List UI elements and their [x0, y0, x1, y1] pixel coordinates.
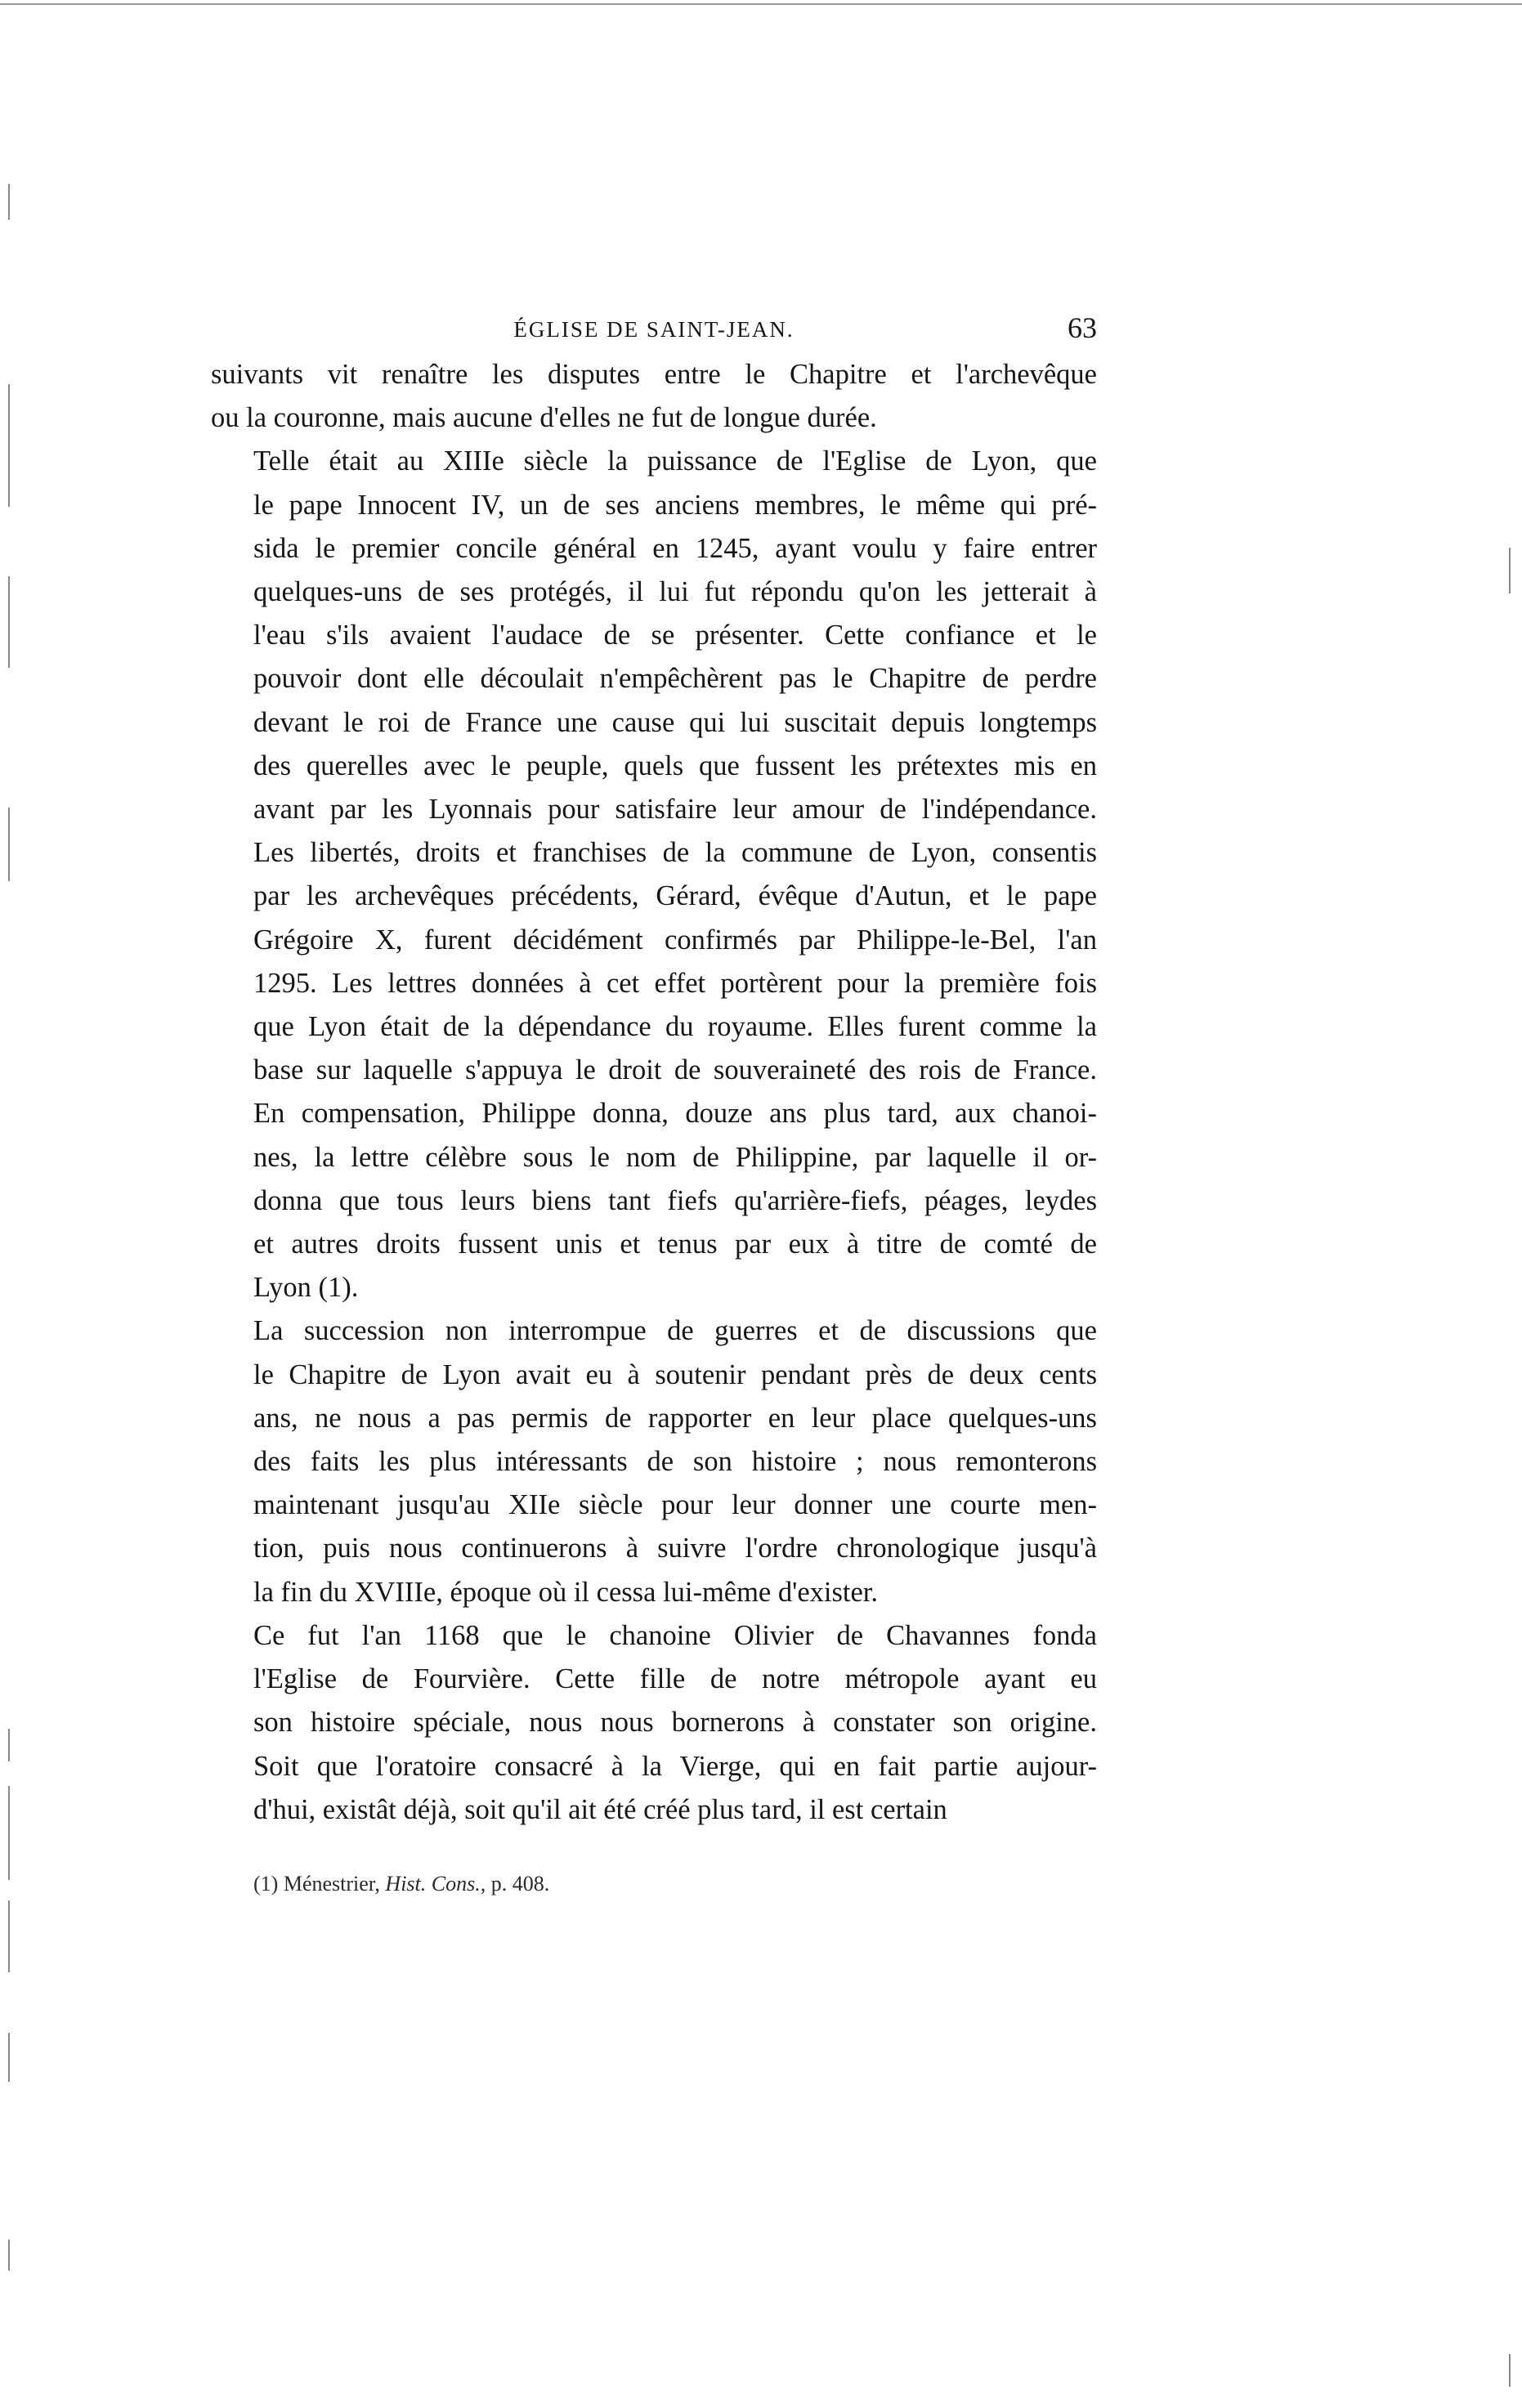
text-line: devant le roi de France une cause qui lui suscitait depuis longtemps [253, 706, 1097, 738]
text-line: Les libertés, droits et franchises de la commune de Lyon, consentis [253, 837, 1097, 869]
text-line: tion, puis nous continuerons à suivre l'ordre chronologique jusqu'à [253, 1533, 1097, 1564]
text-line: par les archevêques précédents, Gérard, évêque d'Autun, et le pape [253, 880, 1097, 912]
text-line: La succession non interrompue de guerres et de discussions que [253, 1315, 1097, 1347]
scan-edge-mark [8, 1729, 10, 1761]
text-line: le Chapitre de Lyon avait eu à soutenir pendant près de deux cents [253, 1358, 1097, 1390]
scan-edge-mark [8, 1900, 10, 1972]
paragraph [211, 440, 1097, 1309]
text-line: des faits les plus intéressants de son histoire ; nous remonterons [253, 1446, 1097, 1478]
text-line: nes, la lettre célèbre sous le nom de Philippine, par laquelle il or- [253, 1141, 1097, 1173]
paragraph [211, 1614, 1097, 1832]
scan-top-rule [0, 3, 1522, 5]
scan-edge-mark [1509, 548, 1511, 593]
text-line: ou la couronne, mais aucune d'elles ne fut de longue durée. [211, 402, 877, 434]
text-line: son histoire spéciale, nous nous bornerons à constater son origine. [253, 1707, 1097, 1739]
scan-edge-mark [8, 2240, 10, 2271]
footnote-author: Ménestrier, [283, 1871, 380, 1896]
text-line: la fin du XVIIIe, époque où il cessa lui-même d'exister. [253, 1576, 879, 1608]
scan-edge-mark [8, 1786, 10, 1880]
paragraph [211, 353, 1097, 440]
text-line: ans, ne nous a pas permis de rapporter en leur place quelques-uns [253, 1402, 1097, 1434]
page-number: 63 [1068, 311, 1097, 344]
text-line: Telle était au XIIIe siècle la puissance de l'Eglise de Lyon, que [253, 445, 1097, 477]
text-line: donna que tous leurs biens tant fiefs qu'arrière-fiefs, péages, leydes [253, 1184, 1097, 1216]
text-line: quelques-uns de ses protégés, il lui fut répondu qu'on les jetterait à [253, 576, 1097, 608]
scan-edge-mark [8, 576, 10, 668]
footnote-title: Hist. Cons., [385, 1871, 486, 1896]
text-line: base sur laquelle s'appuya le droit de souveraineté des rois de France. [253, 1054, 1097, 1086]
paragraph [211, 1309, 1097, 1614]
text-line: pouvoir dont elle découlait n'empêchèrent pas le Chapitre de perdre [253, 663, 1097, 695]
text-line: l'Eglise de Fourvière. Cette fille de notre métropole ayant eu [253, 1663, 1097, 1695]
footnote [253, 1869, 1097, 1899]
text-line: Soit que l'oratoire consacré à la Vierge, qui en fait partie aujour- [253, 1750, 1097, 1782]
book-page [211, 311, 1097, 1899]
text-line: 1295. Les lettres données à cet effet portèrent pour la première fois [253, 967, 1097, 999]
scan-edge-mark [1509, 2354, 1511, 2387]
scan-edge-mark [8, 2033, 10, 2082]
footnote-page-ref: p. 408. [490, 1871, 550, 1896]
text-line: des querelles avec le peuple, quels que fussent les prétextes mis en [253, 750, 1097, 781]
text-line: suivants vit renaître les disputes entre le Chapitre et l'archevêque [211, 359, 1097, 390]
text-line: que Lyon était de la dépendance du royaume. Elles furent comme la [253, 1011, 1097, 1043]
scan-edge-mark [8, 184, 10, 220]
text-line: et autres droits fussent unis et tenus par eux à titre de comté de [253, 1229, 1097, 1260]
text-line: l'eau s'ils avaient l'audace de se présenter. Cette confiance et le [253, 620, 1097, 651]
text-line: Ce fut l'an 1168 que le chanoine Olivier de Chavannes fonda [253, 1619, 1097, 1651]
footnote-marker: (1) [253, 1871, 279, 1896]
text-line: Grégoire X, furent décidément confirmés par Philippe-le-Bel, l'an [253, 924, 1097, 956]
text-line: Lyon (1). [253, 1272, 359, 1304]
scan-edge-mark [8, 384, 10, 507]
running-head [211, 311, 1097, 353]
text-line: sida le premier concile général en 1245, ayant voulu y faire entrer [253, 532, 1097, 564]
running-title: ÉGLISE DE SAINT-JEAN. [513, 317, 795, 342]
text-line: d'hui, existât déjà, soit qu'il ait été créé plus tard, il est certain [253, 1793, 947, 1825]
text-line: le pape Innocent IV, un de ses anciens membres, le même qui pré- [253, 489, 1097, 521]
text-line: En compensation, Philippe donna, douze ans plus tard, aux chanoi- [253, 1098, 1097, 1130]
text-line: avant par les Lyonnais pour satisfaire leur amour de l'indépendance. [253, 794, 1097, 826]
scan-edge-mark [8, 808, 10, 881]
text-line: maintenant jusqu'au XIIe siècle pour leur donner une courte men- [253, 1489, 1097, 1521]
